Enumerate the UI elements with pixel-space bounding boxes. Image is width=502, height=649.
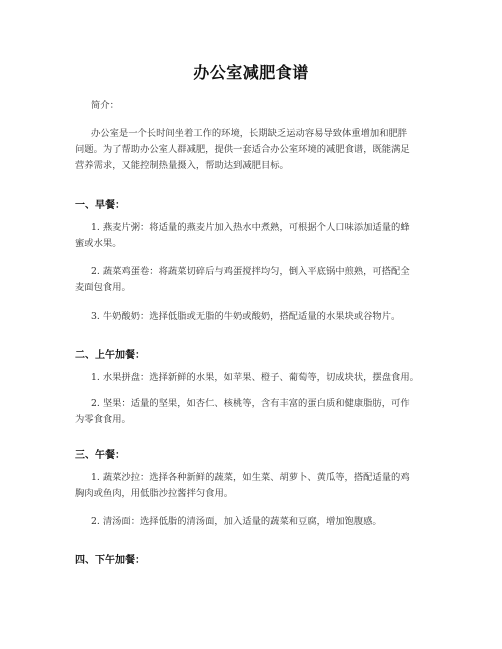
- text-line: 营养需求，又能控制热量摄入，帮助达到减肥目标。: [75, 160, 289, 171]
- section-heading-afternoon-snack: 四、下午加餐：: [75, 555, 145, 566]
- list-item: 1. 燕麦片粥：将适量的燕麦片加入热水中煮熟，可根据个人口味添加适量的蜂 蜜或水果。: [75, 222, 410, 249]
- list-item: 2. 坚果：适量的坚果，如杏仁、核桃等，含有丰富的蛋白质和健康脂肪，可作 为零食食用。: [75, 398, 410, 425]
- intro-label: 简介：: [91, 100, 119, 111]
- list-item: 1. 水果拼盘：选择新鲜的水果，如苹果、橙子、葡萄等，切成块状，摆盘食用。: [91, 372, 419, 383]
- document-title: 办公室减肥食谱: [193, 63, 309, 82]
- section-heading-breakfast: 一、早餐：: [75, 200, 125, 211]
- list-item: 2. 蔬菜鸡蛋卷：将蔬菜切碎后与鸡蛋搅拌均匀，倒入平底锅中煎熟，可搭配全 麦面包食用。: [75, 266, 410, 293]
- list-item: 1. 蔬菜沙拉：选择各种新鲜的蔬菜，如生菜、胡萝卜、黄瓜等，搭配适量的鸡 胸肉或鱼肉，用低脂沙拉酱拌匀食用。: [75, 472, 410, 499]
- section-heading-lunch: 三、午餐：: [75, 450, 125, 461]
- text-line: 问题。为了帮助办公室人群减肥，提供一套适合办公室环境的减肥食谱，既能满足: [75, 144, 410, 155]
- list-item: 3. 牛奶酸奶：选择低脂或无脂的牛奶或酸奶，搭配适量的水果块或谷物片。: [91, 311, 401, 322]
- intro-paragraph: [75, 126, 435, 174]
- section-heading-morning-snack: 二、上午加餐：: [75, 350, 145, 361]
- list-item: 2. 清汤面：选择低脂的清汤面，加入适量的蔬菜和豆腐，增加饱腹感。: [91, 516, 382, 527]
- text-line: 办公室是一个长时间坐着工作的环境，长期缺乏运动容易导致体重增加和肥胖: [91, 128, 408, 139]
